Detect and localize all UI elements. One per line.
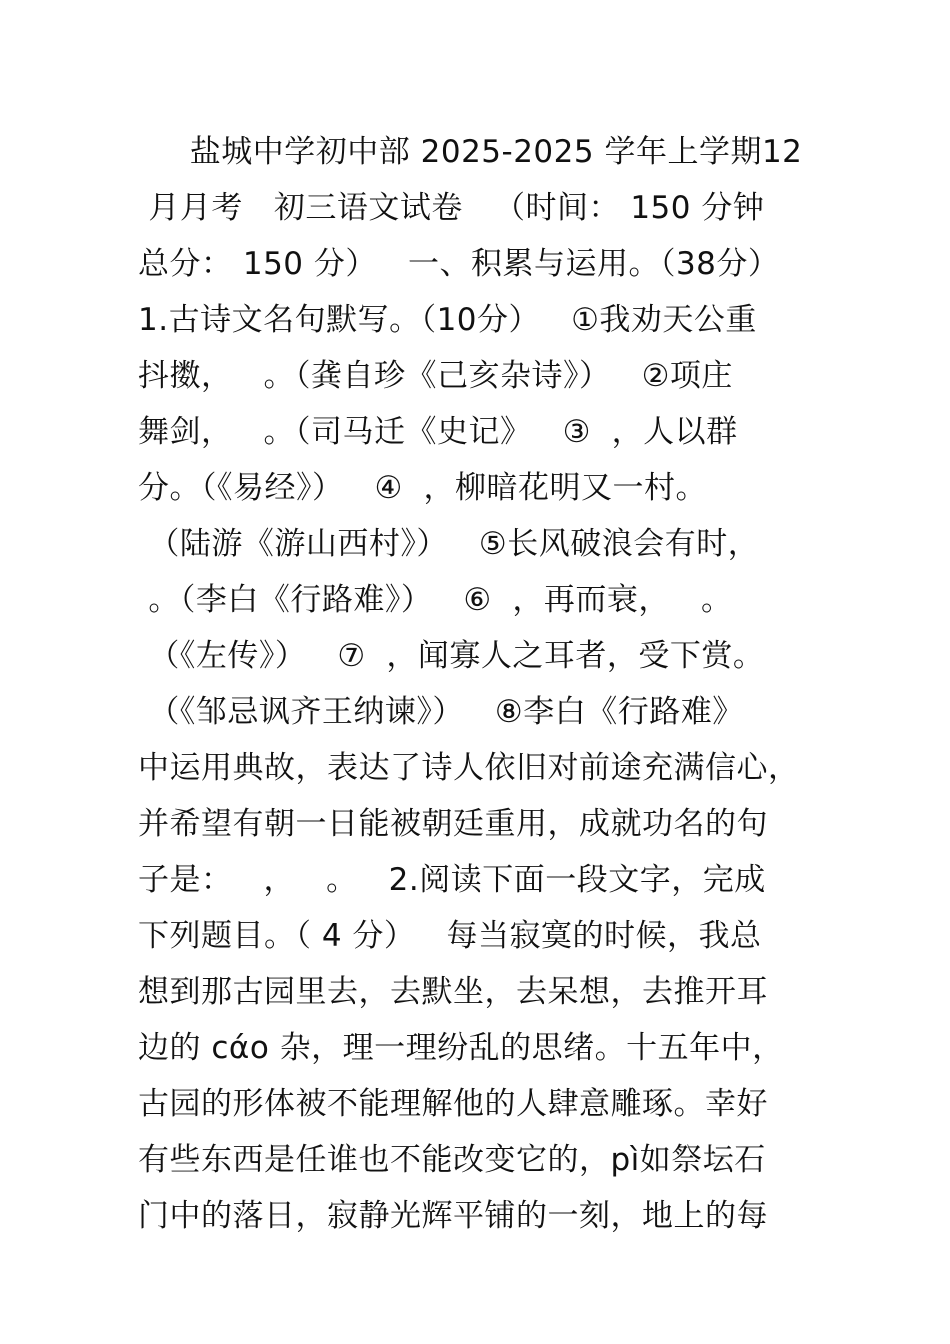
text-line-9: 。（李白《行路难》） ⑥ ，再而衰， 。 [138, 582, 733, 618]
text-line-17: 边的 cάo 杂，理一理纷乱的思绪。十五年中， [138, 1030, 784, 1066]
text-line-8: （陆游《游山西村》） ⑤长风破浪会有时， [138, 526, 760, 562]
text-line-3: 总分： 150 分） 一、积累与运用。（38分） [138, 246, 780, 282]
text-line-1: 盐城中学初中部 2025-2025 学年上学期12 [138, 134, 803, 170]
text-line-5: 抖擞， 。（龚自珍《己亥杂诗》） ②项庄 [138, 358, 733, 394]
text-line-14: 子是： ， 。 2.阅读下面一段文字，完成 [138, 862, 766, 898]
text-line-7: 分。（《易经》） ④ ，柳暗花明又一村。 [138, 470, 708, 506]
text-line-18: 古园的形体被不能理解他的人肆意雕琢。幸好 [138, 1086, 768, 1122]
text-line-20: 门中的落日，寂静光辉平铺的一刻，地上的每 [138, 1198, 768, 1234]
text-line-15: 下列题目。（ 4 分） 每当寂寞的时候，我总 [138, 918, 762, 954]
exam-text-body [138, 124, 838, 1244]
text-line-11: （《邹忌讽齐王纳谏》） ⑧李白《行路难》 [138, 694, 744, 730]
text-line-16: 想到那古园里去，去默坐，去呆想，去推开耳 [138, 974, 768, 1010]
text-line-10: （《左传》） ⑦ ，闻寡人之耳者，受下赏。 [138, 638, 765, 674]
text-line-2: 月月考 初三语文试卷 （时间： 150 分钟 [138, 190, 765, 226]
text-line-12: 中运用典故，表达了诗人依旧对前途充满信心， [138, 750, 800, 786]
text-line-6: 舞剑， 。（司马迁《史记》 ③ ，人以群 [138, 414, 738, 450]
text-line-13: 并希望有朝一日能被朝廷重用，成就功名的句 [138, 806, 768, 842]
text-line-19: 有些东西是任谁也不能改变它的，pì如祭坛石 [138, 1142, 766, 1178]
text-line-4: 1.古诗文名句默写。（10分） ①我劝天公重 [138, 302, 757, 338]
